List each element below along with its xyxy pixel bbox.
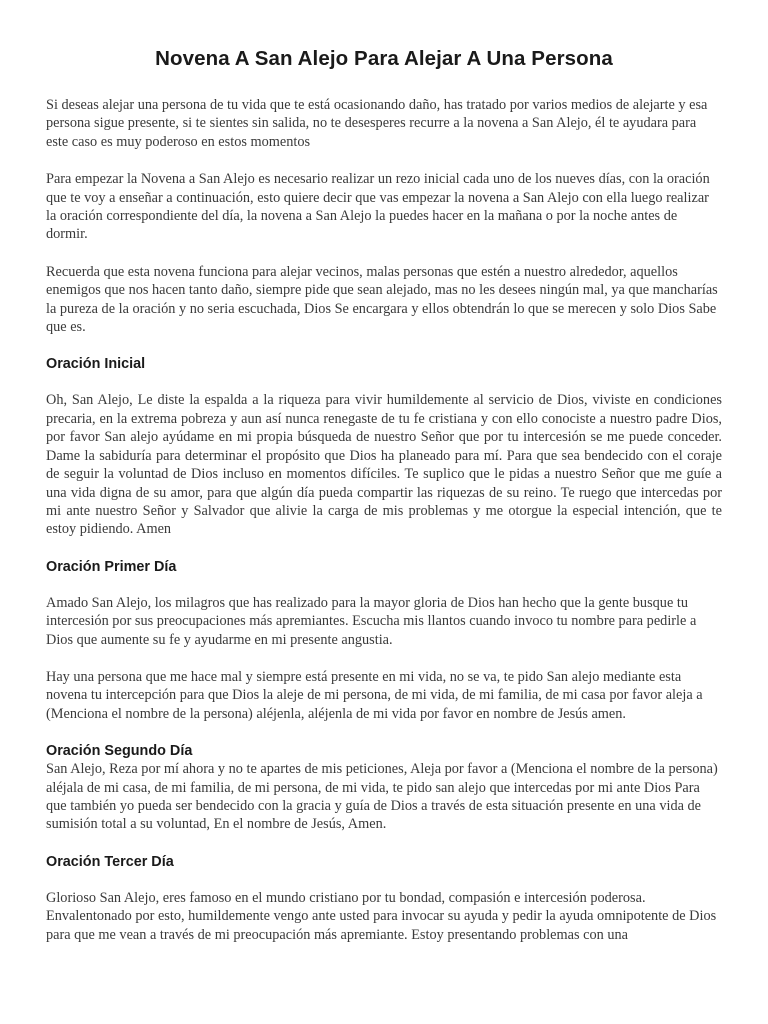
paragraph-primer-dia-2: Hay una persona que me hace mal y siempre está presente en mi vida, no se va, te pido San alejo mediante esta novena tu intercepción para que Dios la aleje de mi persona, de mi vida, de mi familia, de mi casa por favor aleja a (Menciona el nombre de la persona) aléjenla, aléjenla de mi vida por favor en nombre de Jesús amen. (46, 668, 703, 722)
intro-paragraph-2: Para empezar la Novena a San Alejo es necesario realizar un rezo inicial cada uno de los nueves días, con la oración que te voy a enseñar a continuación, esto quiere decir que vas empezar la novena a San Alejo con ella luego realizar la oración correspondiente del día, la novena a San Alejo la puedes hacer en la mañana o por la noche antes de dormir. (46, 171, 710, 243)
page-title: Novena A San Alejo Para Alejar A Una Persona (155, 47, 613, 70)
intro-paragraph-3: Recuerda que esta novena funciona para alejar vecinos, malas personas que estén a nuestro alrededor, aquellos enemigos que nos hacen tanto daño, siempre pide que sean alejado, mas no les desees ningún mal, ya que mancharías la pureza de la oración y no seria escuchada, Dios Se encargara y ellos obtendrán lo que se merecen y solo Dios Sabe que es. (46, 263, 718, 336)
heading-oracion-tercer-dia: Oración Tercer Día (46, 853, 174, 870)
intro-paragraph-1: Si deseas alejar una persona de tu vida que te está ocasionando daño, has tratado por varios medios de alejarte y esa persona sigue presente, si te sientes sin salida, no te desesperes recurre a la novena a San Alejo, él te ayudara para este caso es muy poderoso en estos momentos (46, 97, 708, 150)
paragraph-tercer-dia: Glorioso San Alejo, eres famoso en el mundo cristiano por tu bondad, compasión e intercesión poderosa. Envalentonado por esto, humildemente vengo ante usted para invocar su ayuda y pedir la ayuda omnipotente de Dios para que me vean a través de mi preocupación más apremiante. Estoy presentando problemas con una (46, 889, 717, 943)
paragraph-segundo-dia: San Alejo, Reza por mí ahora y no te apartes de mis peticiones, Aleja por favor a (Menciona el nombre de la persona) aléjala de mi casa, de mi familia, de mi persona, de mi vida, te pido san alejo que intercedas por mi ante Dios Para que también yo pueda ser bendecido con la gracia y guía de Dios a través de esta situación presente en una vida de sumisión total a su voluntad, En el nombre de Jesús, Amen. (46, 761, 718, 833)
heading-oracion-inicial: Oración Inicial (46, 356, 146, 373)
paragraph-primer-dia-1: Amado San Alejo, los milagros que has realizado para la mayor gloria de Dios han hecho que la gente busque tu intercesión por sus preocupaciones más apremiantes. Escucha mis llantos cuando invoco tu nombre para pedirle a Dios que aumente su fe y ayudarme en mi presente angustia. (46, 594, 697, 648)
paragraph-oracion-inicial: Oh, San Alejo, Le diste la espalda a la riqueza para vivir humildemente al servicio de Dios, viviste en condiciones precaria, en la extrema pobreza y aun así nunca renegaste de tu fe cristiana y con ello conociste a nuestro padre Dios, por favor San alejo ayúdame en mi propia búsqueda de nuestro Señor que por tu intercesión se me puede conceder. Dame la sabiduría para determinar el propósito que Dios ha planeado para mí. Para que sea bendecido con el coraje de seguir la voluntad de Dios incluso en momentos difíciles. Te suplico que le pidas a nuestro Señor que me guíe a una vida digna de su amor, para que algún día pueda compartir las riquezas de su reino. Te ruego que intercedas por mi ante nuestro Señor y Salvador que alivie la carga de mis problemas y me otorgue la especial intención, que te estoy pidiendo. Amen (46, 392, 722, 538)
heading-oracion-segundo-dia: Oración Segundo Día (46, 743, 193, 760)
heading-oracion-primer-dia: Oración Primer Día (46, 558, 177, 575)
